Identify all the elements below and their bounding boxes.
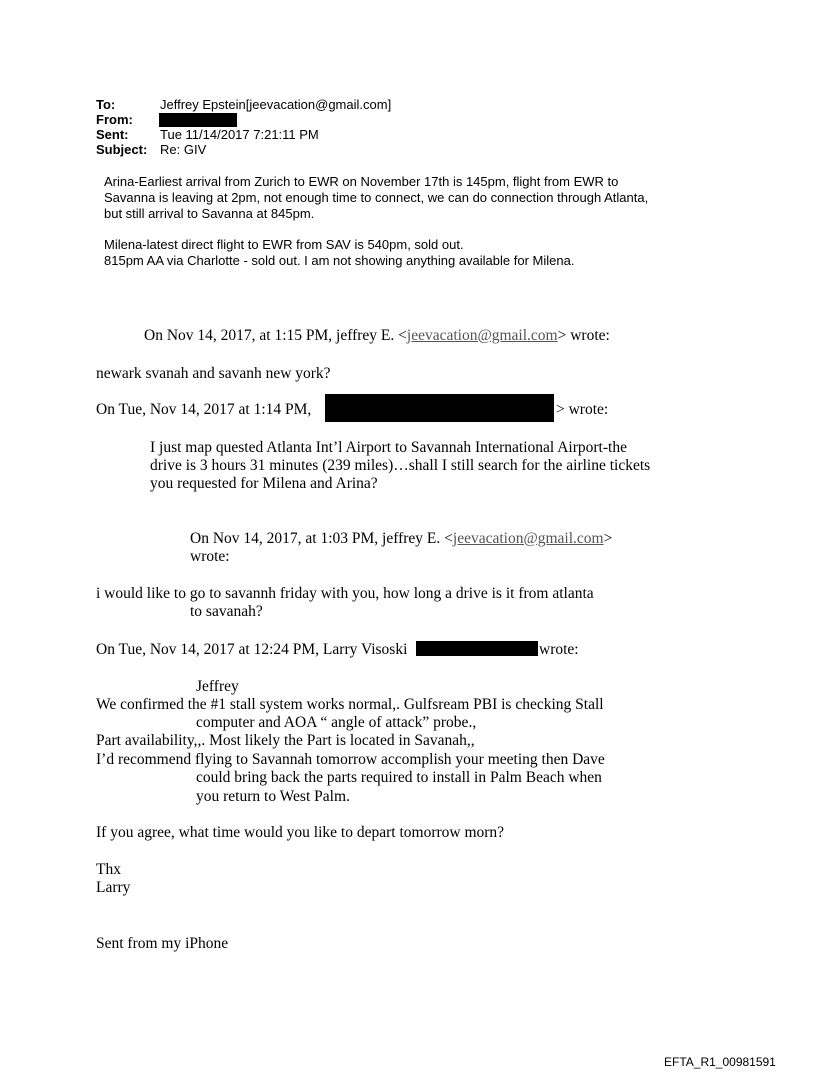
quote-intro-suffix: > wrote: bbox=[557, 327, 610, 344]
message-line: Milena-latest direct flight to EWR from SAV is 540pm, sold out. bbox=[104, 237, 464, 252]
to-label: To: bbox=[96, 97, 116, 112]
message-line: but still arrival to Savanna at 845pm. bbox=[104, 206, 315, 221]
quote-body-line: to savanah? bbox=[190, 603, 263, 620]
signoff: Thx bbox=[96, 861, 121, 878]
quote-intro-prefix: On Nov 14, 2017, at 1:15 PM, jeffrey E. < bbox=[144, 327, 407, 344]
quote-intro: On Tue, Nov 14, 2017 at 1:14 PM, bbox=[96, 401, 312, 418]
quote-intro-line2: wrote: bbox=[190, 548, 230, 565]
signature: Larry bbox=[96, 879, 131, 896]
quote-body-line: could bring back the parts required to install in Palm Beach when bbox=[196, 769, 602, 786]
message-line: 815pm AA via Charlotte - sold out. I am not showing anything available for Milena. bbox=[104, 253, 575, 268]
quote-body-line: drive is 3 hours 31 minutes (239 miles)…shall I still search for the airline tickets bbox=[150, 457, 651, 474]
from-label: From: bbox=[96, 112, 133, 127]
email-link[interactable]: jeevacation@gmail.com bbox=[406, 327, 558, 344]
sent-value: Tue 11/14/2017 7:21:11 PM bbox=[160, 127, 319, 142]
quote-body-line: Part availability,,. Most likely the Part is located in Savanah,, bbox=[96, 732, 475, 749]
quote-intro-suffix: > bbox=[603, 530, 613, 547]
greeting: Jeffrey bbox=[196, 678, 239, 695]
question-line: If you agree, what time would you like to depart tomorrow morn? bbox=[96, 824, 505, 841]
redaction-bar bbox=[416, 641, 538, 656]
redaction-bar bbox=[159, 113, 237, 127]
email-link[interactable]: jeevacation@gmail.com bbox=[452, 530, 604, 547]
subject-label: Subject: bbox=[96, 142, 148, 157]
quote-body-line: you requested for Milena and Arina? bbox=[150, 475, 378, 492]
to-value: Jeffrey Epstein[jeevacation@gmail.com] bbox=[160, 97, 392, 112]
message-line: Arina-Earliest arrival from Zurich to EWR on November 17th is 145pm, flight from EWR to bbox=[104, 174, 619, 189]
quote-body-line: We confirmed the #1 stall system works normal,. Gulfsream PBI is checking Stall bbox=[96, 696, 604, 713]
quote-body-line: you return to West Palm. bbox=[196, 788, 350, 805]
message-line: Savanna is leaving at 2pm, not enough time to connect, we can do connection through Atlanta, bbox=[104, 190, 649, 205]
quote-body-line: computer and AOA “ angle of attack” probe., bbox=[196, 714, 477, 731]
quote-body-line: I just map quested Atlanta Int’l Airport to Savannah International Airport-the bbox=[150, 439, 627, 456]
subject-value: Re: GIV bbox=[160, 142, 207, 157]
quote-intro-suffix: > wrote: bbox=[556, 401, 609, 418]
redaction-bar bbox=[325, 394, 554, 422]
quote-intro bbox=[144, 326, 610, 345]
document-id: EFTA_R1_00981591 bbox=[664, 1055, 776, 1069]
sent-label: Sent: bbox=[96, 127, 129, 142]
quote-intro bbox=[190, 529, 612, 548]
quote-intro-suffix: wrote: bbox=[539, 641, 579, 658]
quote-intro-prefix: On Nov 14, 2017, at 1:03 PM, jeffrey E. < bbox=[190, 530, 453, 547]
quote-body-line: i would like to go to savannh friday with you, how long a drive is it from atlanta bbox=[96, 585, 594, 602]
quote-body: newark svanah and savanh new york? bbox=[96, 365, 331, 382]
quote-intro: On Tue, Nov 14, 2017 at 12:24 PM, Larry Visoski bbox=[96, 641, 408, 658]
quote-body-line: I’d recommend flying to Savannah tomorrow accomplish your meeting then Dave bbox=[96, 751, 605, 768]
sent-from-line: Sent from my iPhone bbox=[96, 935, 229, 952]
